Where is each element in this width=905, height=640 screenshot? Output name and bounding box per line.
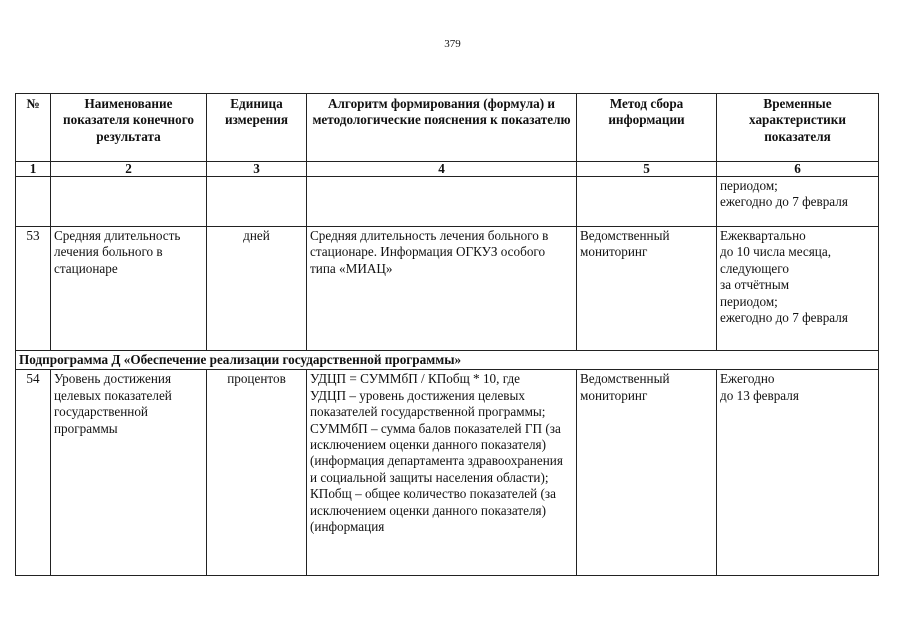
header-timing: Временные характеристики показателя xyxy=(717,94,879,162)
header-method: Метод сбора информации xyxy=(577,94,717,162)
indicators-table xyxy=(15,93,879,576)
header-number: № xyxy=(16,94,51,162)
table-row xyxy=(16,227,879,351)
indicator-name: Средняя длительность лечения больного в стационаре xyxy=(51,227,207,351)
page-number: 379 xyxy=(444,38,461,50)
row-number: 53 xyxy=(16,227,51,351)
indicator-name: Уровень достижения целевых показателей государственной программы xyxy=(51,370,207,576)
column-number: 4 xyxy=(307,162,577,177)
column-number: 1 xyxy=(16,162,51,177)
header-row xyxy=(16,94,879,162)
indicator-timing: Ежегодно до 13 февраля xyxy=(717,370,879,576)
column-number: 3 xyxy=(207,162,307,177)
indicator-algorithm: Средняя длительность лечения больного в стационаре. Информация ОГКУЗ особого типа «МИАЦ» xyxy=(307,227,577,351)
section-row xyxy=(16,351,879,370)
indicator-unit: процентов xyxy=(207,370,307,576)
header-algorithm: Алгоритм формирования (формула) и методологические пояснения к показателю xyxy=(307,94,577,162)
column-number-row xyxy=(16,162,879,177)
section-title: Подпрограмма Д «Обеспечение реализации государственной программы» xyxy=(16,351,879,370)
indicator-timing: Ежеквартально до 10 числа месяца, следующего за отчётным периодом; ежегодно до 7 февраля xyxy=(717,227,879,351)
column-number: 2 xyxy=(51,162,207,177)
header-indicator-name: Наименование показателя конечного результата xyxy=(51,94,207,162)
continuation-timing: периодом; ежегодно до 7 февраля xyxy=(717,177,879,227)
table-row xyxy=(16,370,879,576)
indicator-method: Ведомственный мониторинг xyxy=(577,227,717,351)
header-unit: Единица измерения xyxy=(207,94,307,162)
continuation-row xyxy=(16,177,879,227)
column-number: 5 xyxy=(577,162,717,177)
row-number: 54 xyxy=(16,370,51,576)
indicator-method: Ведомственный мониторинг xyxy=(577,370,717,576)
indicator-unit: дней xyxy=(207,227,307,351)
column-number: 6 xyxy=(717,162,879,177)
indicator-algorithm: УДЦП = СУММбП / КПобщ * 10, где УДЦП – уровень достижения целевых показателей государственной программы; СУММбП – сумма балов показателей ГП (за исключением оценки данного показателя) (информация департамента здравоохранения и социальной защиты населения области); КПобщ – общее количество показателей (за исключением оценки данного показателя) (информация xyxy=(307,370,577,576)
